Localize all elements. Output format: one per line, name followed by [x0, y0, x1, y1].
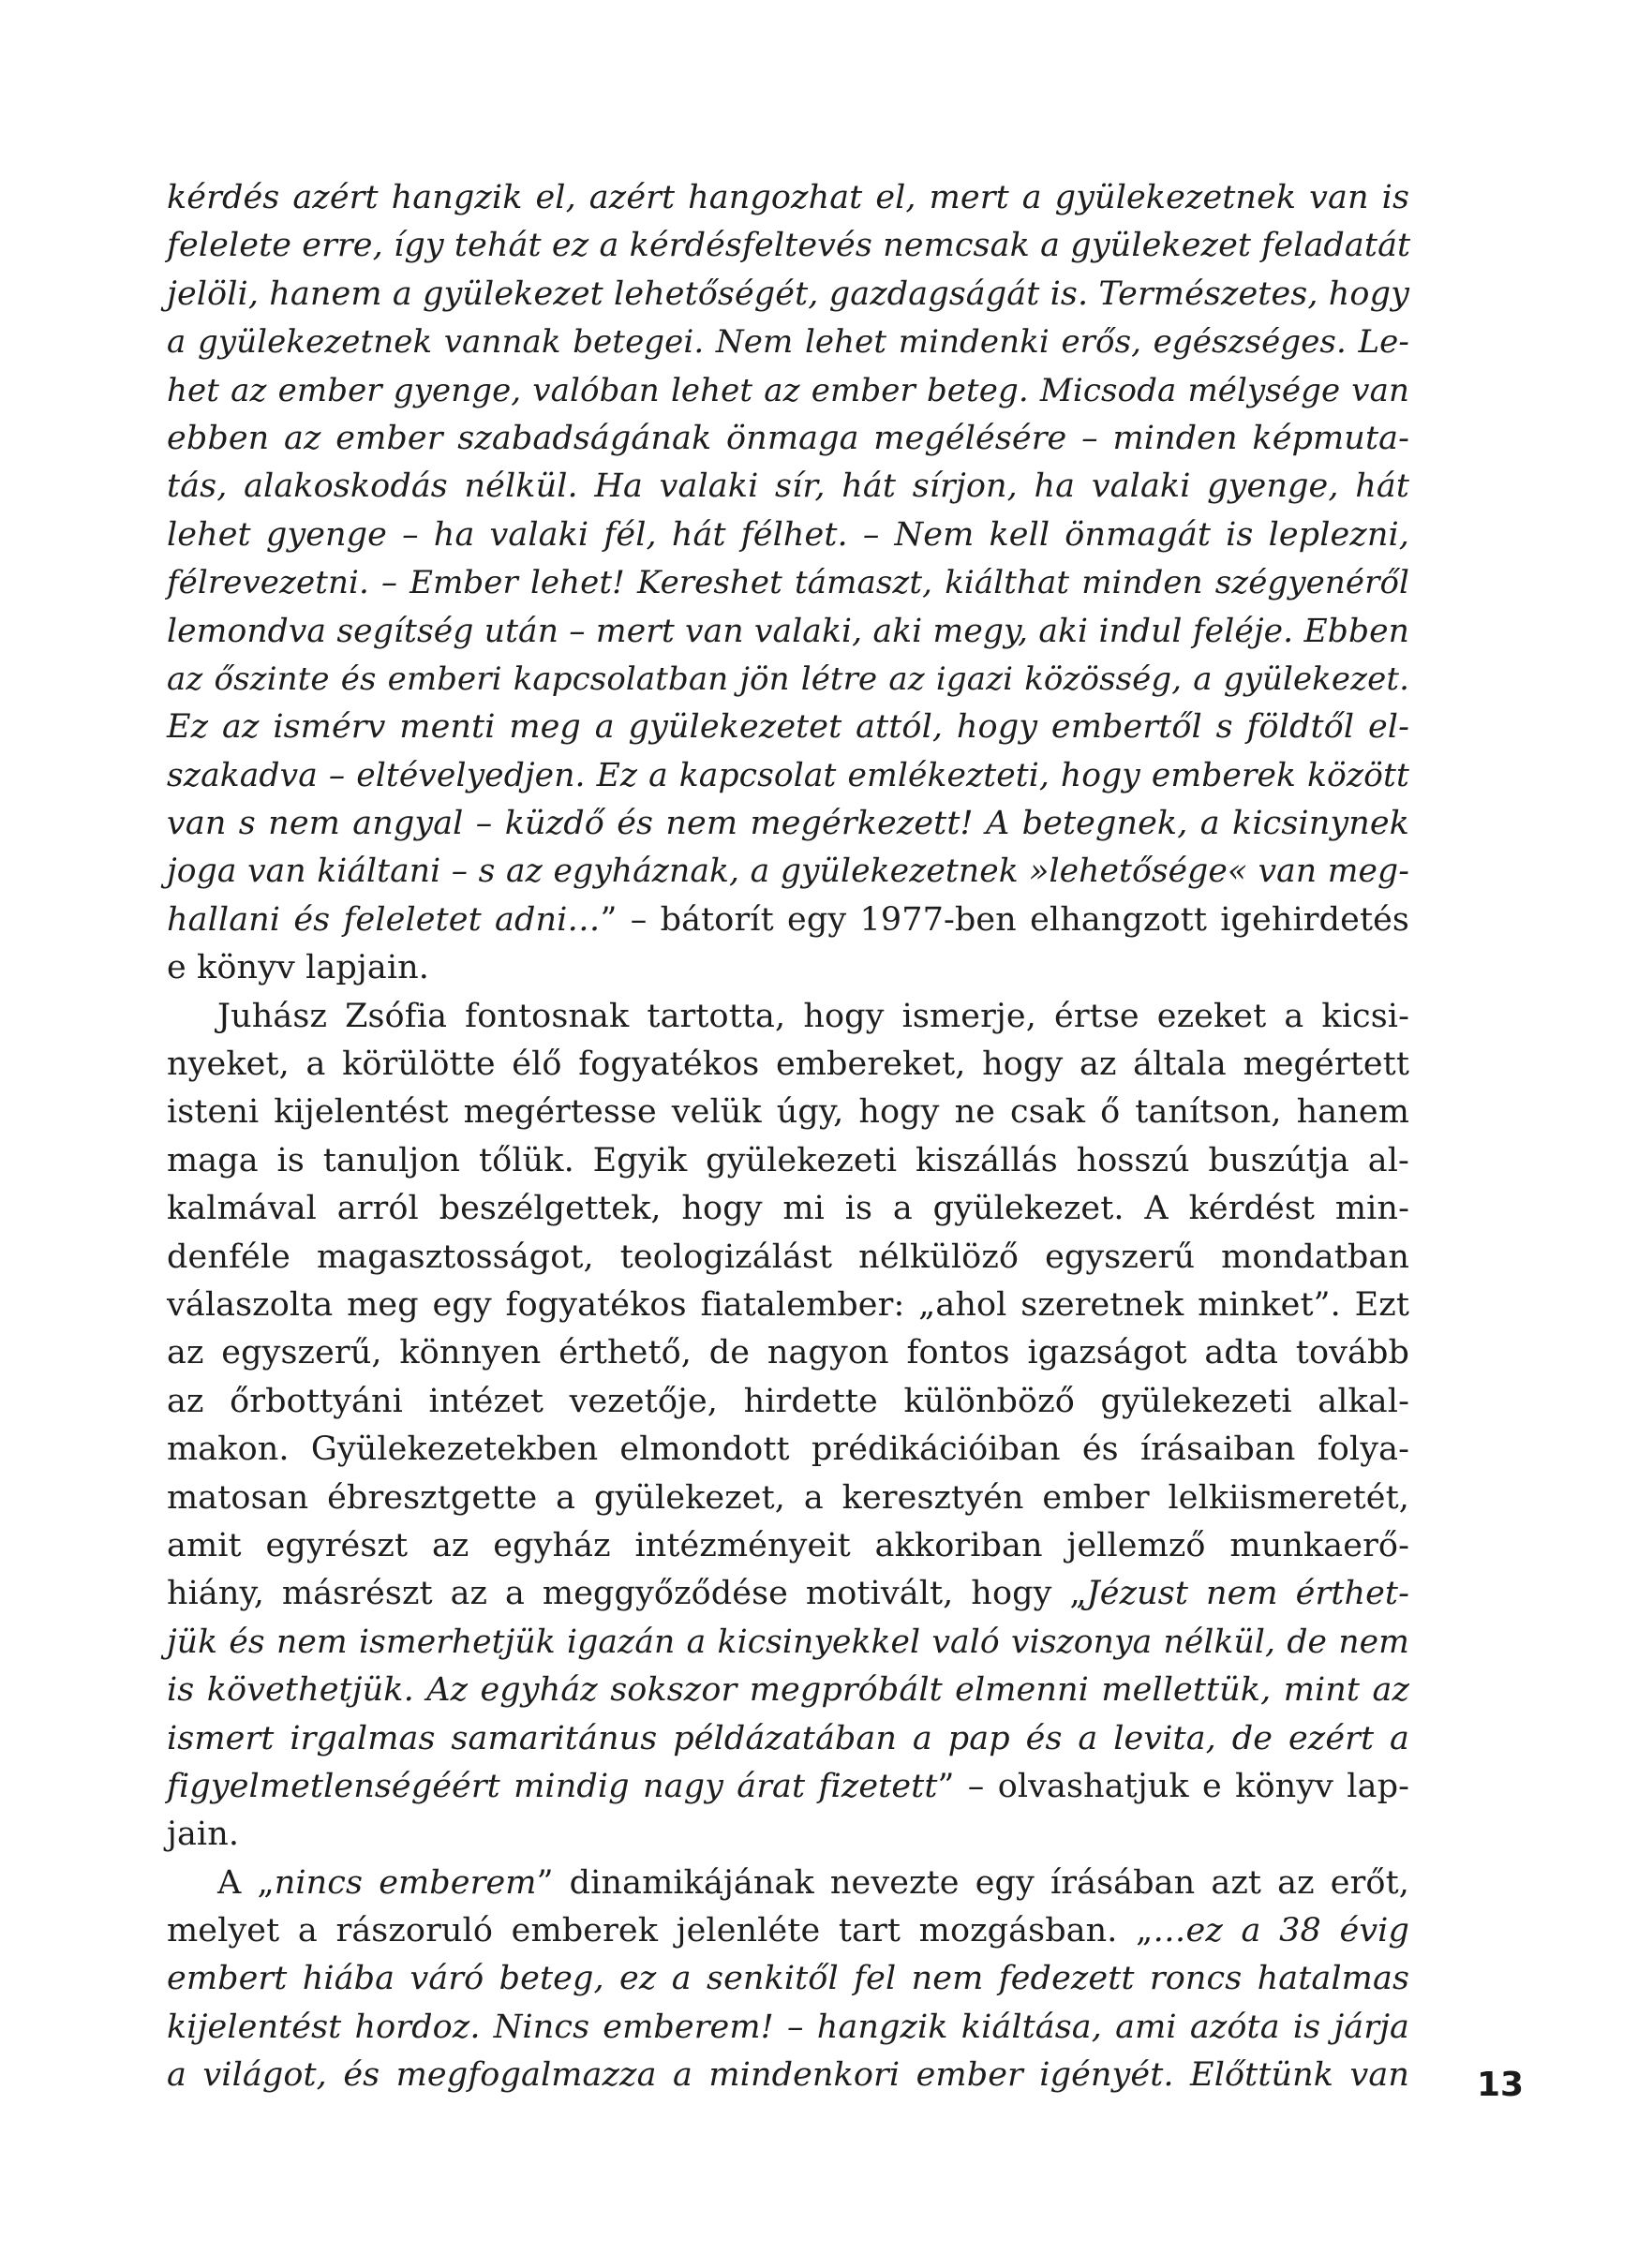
text-line — [167, 752, 1409, 800]
italic-quote-segment: Jézust nem érthet- — [1086, 1575, 1409, 1613]
text-line — [167, 704, 1409, 751]
text-segment: amit egyrészt az egyház intézményeit akkoriban jellemző munkaerő- — [167, 1526, 1409, 1564]
text-line — [167, 1475, 1409, 1522]
text-line — [167, 1667, 1409, 1714]
italic-quote-segment: a világot, és megfogalmazza a mindenkori ember igényét. Előttünk van — [167, 2056, 1409, 2095]
text-line — [167, 1426, 1409, 1474]
text-segment: hiány, másrészt az a meggyőződése motivált, hogy „ — [167, 1575, 1087, 1613]
text-line — [167, 415, 1409, 463]
text-line — [167, 1089, 1409, 1136]
text-segment: A „ — [217, 1863, 275, 1902]
italic-quote-segment: …ez a 38 évig — [1153, 1912, 1409, 1950]
text-line — [167, 608, 1409, 656]
text-segment: ” dinamikájának nevezte egy írásában azt az erőt, — [536, 1863, 1409, 1902]
text-line — [167, 1860, 1409, 1907]
text-line — [167, 1763, 1409, 1811]
text-line — [167, 848, 1409, 896]
text-line — [167, 174, 1409, 222]
text-line — [167, 1570, 1409, 1618]
italic-quote-segment: van s nem angyal – küzdő és nem megérkezett! A betegnek, a kicsinynek — [167, 805, 1409, 843]
italic-quote-segment: felelete erre, így tehát ez a kérdésfeltevés nemcsak a gyülekezet feladatát — [167, 227, 1411, 265]
text-line — [167, 2004, 1409, 2052]
italic-quote-segment: lemondva segítség után – mert van valaki, aki megy, aki indul feléje. Ebben — [167, 612, 1409, 650]
text-segment: melyet a rászoruló emberek jelenléte tart mozgásban. „ — [167, 1912, 1154, 1950]
text-line — [167, 1041, 1409, 1089]
text-segment: isteni kijelentést megértesse velük úgy, hogy ne csak ő tanítson, hanem — [167, 1093, 1409, 1132]
text-segment: az egyszerű, könnyen érthető, de nagyon fontos igazságot adta tovább — [167, 1334, 1409, 1372]
text-line — [167, 1619, 1409, 1667]
text-segment: ” – olvashatjuk e könyv lap- — [937, 1767, 1409, 1805]
text-line — [167, 367, 1409, 415]
italic-quote-segment: ebben az ember szabadságának önmaga megélésére – minden képmuta- — [167, 419, 1409, 457]
italic-quote-segment: embert hiába váró beteg, ez a senkitől fel nem fedezett roncs hatalmas — [167, 1960, 1409, 1998]
text-line — [167, 1329, 1409, 1377]
text-segment: nyeket, a körülötte élő fogyatékos embereket, hogy az általa megértett — [167, 1045, 1409, 1084]
text-segment: kalmával arról beszélgettek, hogy mi is a gyülekezet. A kérdést min- — [167, 1190, 1409, 1228]
text-segment: ” – bátorít egy 1977-ben elhangzott igehirdetés — [600, 900, 1409, 939]
italic-quote-segment: a gyülekezetnek vannak betegei. Nem lehet mindenki erős, egészséges. Le- — [167, 323, 1409, 362]
text-line — [167, 222, 1409, 270]
text-line — [167, 2052, 1409, 2099]
text-line — [167, 1282, 1409, 1329]
italic-quote-segment: kérdés azért hangzik el, azért hangozhat el, mert a gyülekezetnek van is — [167, 179, 1409, 216]
body-text — [167, 174, 1409, 2100]
text-segment: denféle magasztosságot, teologizálást nélkülöző egyszerű mondatban — [167, 1238, 1409, 1276]
italic-quote-segment: nincs emberem — [274, 1863, 537, 1902]
italic-quote-segment: kijelentést hordoz. Nincs emberem! – hangzik kiáltása, ami azóta is járja — [167, 2008, 1409, 2046]
text-segment: e könyv lapjain. — [167, 949, 429, 987]
text-line — [167, 559, 1409, 607]
italic-quote-segment: lehet gyenge – ha valaki fél, hát félhet. – Nem kell önmagát is leplezni, — [167, 515, 1409, 554]
text-line — [167, 319, 1409, 366]
italic-quote-segment: jelöli, hanem a gyülekezet lehetőségét, gazdagságát is. Természetes, hogy — [167, 274, 1409, 313]
text-line — [167, 1522, 1409, 1570]
italic-quote-segment: Ez az ismérv menti meg a gyülekezetet attól, hogy embertől s földtől el- — [167, 708, 1409, 747]
text-segment: maga is tanuljon tőlük. Egyik gyülekezeti kiszállás hosszú buszútja al- — [167, 1141, 1409, 1179]
italic-quote-segment: tás, alakoskodás nélkül. Ha valaki sír, hát sírjon, ha valaki gyenge, hát — [167, 467, 1409, 506]
italic-quote-segment: az őszinte és emberi kapcsolatban jön létre az igazi közösség, a gyülekezet. — [167, 660, 1409, 698]
text-line — [167, 1378, 1409, 1426]
text-line — [167, 944, 1409, 992]
text-line — [167, 1234, 1409, 1282]
italic-quote-segment: joga van kiáltani – s az egyháznak, a gyülekezetnek »lehetősége« van meg- — [167, 852, 1409, 891]
text-line — [167, 1811, 1409, 1859]
text-line — [167, 993, 1409, 1041]
text-line — [167, 1137, 1409, 1185]
text-segment: makon. Gyülekezetekben elmondott prédikációiban és írásaiban folya- — [167, 1430, 1409, 1469]
italic-quote-segment: szakadva – eltévelyedjen. Ez a kapcsolat emlékezteti, hogy emberek között — [167, 756, 1409, 794]
italic-quote-segment: jük és nem ismerhetjük igazán a kicsinyekkel való viszonya nélkül, de nem — [167, 1623, 1409, 1661]
text-line — [167, 656, 1409, 704]
text-line — [167, 1907, 1409, 1955]
italic-quote-segment: het az ember gyenge, valóban lehet az ember beteg. Micsoda mélysége van — [167, 371, 1409, 409]
text-line — [167, 511, 1409, 559]
text-line — [167, 1955, 1409, 2003]
page-number: 13 — [1477, 2066, 1525, 2104]
text-line — [167, 1185, 1409, 1233]
italic-quote-segment: félrevezetni. – Ember lehet! Kereshet támaszt, kiálthat minden szégyenéről — [167, 564, 1409, 602]
text-line — [167, 271, 1409, 319]
text-line — [167, 897, 1409, 944]
text-segment: az őrbottyáni intézet vezetője, hirdette különböző gyülekezeti alkal- — [167, 1382, 1409, 1420]
italic-quote-segment: hallani és feleletet adni… — [167, 900, 601, 939]
text-line — [167, 463, 1409, 511]
italic-quote-segment: figyelmetlenségéért mindig nagy árat fizetett — [167, 1767, 938, 1805]
text-segment: jain. — [167, 1816, 240, 1854]
italic-quote-segment: is követhetjük. Az egyház sokszor megpróbált elmenni mellettük, mint az — [167, 1671, 1409, 1710]
text-line — [167, 1715, 1409, 1763]
text-line — [167, 800, 1409, 848]
text-segment: matosan ébresztgette a gyülekezet, a keresztyén ember lelkiismeretét, — [167, 1478, 1409, 1517]
text-segment: Juhász Zsófia fontosnak tartotta, hogy ismerje, értse ezeket a kicsi- — [217, 997, 1409, 1035]
italic-quote-segment: ismert irgalmas samaritánus példázatában a pap és a levita, de ezért a — [167, 1719, 1409, 1757]
text-segment: válaszolta meg egy fogyatékos fiatalember: „ahol szeretnek minket”. Ezt — [167, 1285, 1409, 1324]
